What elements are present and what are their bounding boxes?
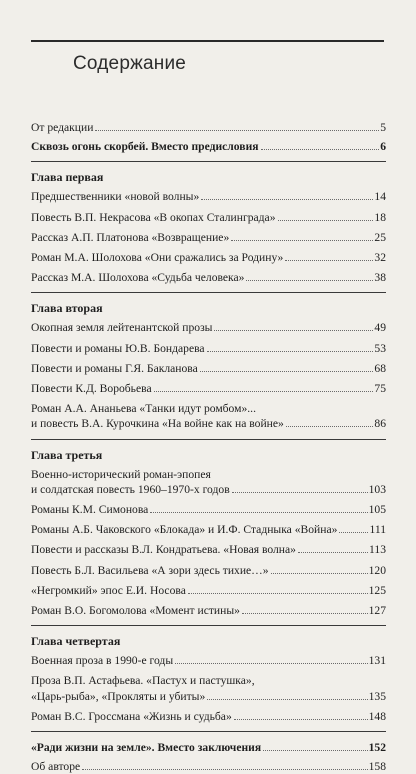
- toc-entry-title: Об авторе: [31, 760, 81, 774]
- top-rule: [31, 40, 384, 42]
- dot-leader: [286, 426, 374, 427]
- toc-entry: [31, 583, 386, 598]
- section-divider: [31, 161, 386, 162]
- toc-entry-multiline: [31, 673, 386, 703]
- toc-entry-title-line: Роман А.А. Ананьева «Танки идут ромбом»...: [31, 402, 256, 416]
- dot-leader: [150, 512, 367, 513]
- table-of-contents: [31, 120, 386, 774]
- toc-entry-page: 103: [368, 482, 386, 496]
- toc-entry: [31, 361, 386, 376]
- toc-entry-page: 14: [374, 190, 386, 204]
- toc-entry-page: 5: [380, 121, 386, 134]
- toc-entry-page: 125: [368, 583, 386, 597]
- toc-entry-title: Повести и романы Ю.В. Бондарева: [31, 341, 205, 355]
- toc-entry-title-line: Военно-исторический роман-эпопея: [31, 467, 211, 481]
- toc-entry: [31, 563, 386, 578]
- toc-entry-page: 131: [368, 654, 386, 668]
- toc-entry: [31, 653, 386, 668]
- dot-leader: [207, 351, 374, 352]
- toc-entry: [31, 482, 386, 497]
- toc-entry-title: Рассказ А.П. Платонова «Возвращение»: [31, 230, 230, 244]
- toc-entry-page: 68: [374, 361, 386, 375]
- dot-leader: [154, 391, 374, 392]
- toc-entry-title: Повести К.Д. Воробьева: [31, 382, 152, 396]
- toc-entry-title: Романы А.Б. Чаковского «Блокада» и И.Ф. Стадныка «Война»: [31, 523, 338, 537]
- dot-leader: [207, 699, 367, 700]
- toc-entry-page: 148: [368, 709, 386, 723]
- dot-leader: [339, 532, 368, 533]
- dot-leader: [261, 149, 380, 150]
- section-divider: [31, 625, 386, 626]
- toc-entry-page: 86: [374, 417, 386, 431]
- toc-entry: [31, 416, 386, 431]
- toc-entry: [31, 250, 386, 265]
- toc-entry-title: Роман М.А. Шолохова «Они сражались за Родину»: [31, 251, 284, 265]
- dot-leader: [271, 573, 368, 574]
- toc-entry-title: Повести и романы Г.Я. Бакланова: [31, 361, 198, 375]
- toc-entry: [31, 542, 386, 557]
- section-divider: [31, 439, 386, 440]
- toc-entry: [31, 689, 386, 704]
- toc-entry-title: Роман В.С. Гроссмана «Жизнь и судьба»: [31, 709, 232, 723]
- toc-entry-page: 38: [374, 271, 386, 285]
- dot-leader: [82, 769, 367, 770]
- dot-leader: [188, 593, 368, 594]
- chapter-heading: Глава третья: [31, 447, 103, 462]
- toc-entry: [31, 341, 386, 356]
- toc-entry-title: Сквозь огонь скорбей. Вместо предисловия: [31, 140, 259, 154]
- toc-entry-page: 127: [368, 604, 386, 618]
- dot-leader: [246, 280, 373, 281]
- chapter-heading: Глава первая: [31, 170, 104, 185]
- toc-entry: [31, 603, 386, 618]
- toc-entry-multiline: [31, 401, 386, 431]
- toc-entry-preface: [31, 139, 386, 154]
- toc-entry-title: «Ради жизни на земле». Вместо заключения: [31, 741, 262, 755]
- dot-leader: [200, 371, 374, 372]
- dot-leader: [234, 719, 368, 720]
- dot-leader: [278, 220, 374, 221]
- page-title: Содержание: [73, 53, 187, 74]
- toc-entry: [31, 709, 386, 724]
- toc-entry-multiline: [31, 467, 386, 497]
- toc-entry-about-author: [31, 759, 386, 774]
- toc-entry: [31, 230, 386, 245]
- toc-entry: [31, 320, 386, 335]
- toc-entry-page: 113: [369, 543, 386, 557]
- toc-entry-conclusion: [31, 740, 386, 755]
- toc-entry-title: Предшественники «новой волны»: [31, 190, 200, 204]
- section-divider: [31, 292, 386, 293]
- dot-leader: [231, 240, 373, 241]
- toc-entry-title: Повесть В.П. Некрасова «В окопах Сталинграда»: [31, 210, 276, 224]
- dot-leader: [242, 613, 368, 614]
- dot-leader: [298, 552, 368, 553]
- toc-entry-title: Романы К.М. Симонова: [31, 503, 149, 517]
- toc-entry: [31, 210, 386, 225]
- toc-entry-page: 18: [374, 210, 386, 224]
- toc-entry-title: Повести и рассказы В.Л. Кондратьева. «Новая волна»: [31, 543, 296, 557]
- toc-entry-page: 49: [374, 321, 386, 335]
- toc-entry-title: Рассказ М.А. Шолохова «Судьба человека»: [31, 271, 245, 285]
- dot-leader: [232, 492, 368, 493]
- toc-entry: [31, 189, 386, 204]
- toc-entry-title: Военная проза в 1990-е годы: [31, 654, 174, 668]
- toc-entry-page: 32: [374, 251, 386, 265]
- toc-entry-page: 135: [368, 689, 386, 703]
- toc-entry-title: и солдатская повесть 1960–1970-х годов: [31, 482, 230, 496]
- toc-entry-page: 152: [368, 741, 386, 755]
- toc-entry-page: 105: [368, 503, 386, 517]
- toc-entry-title: От редакции: [31, 121, 94, 134]
- dot-leader: [175, 663, 368, 664]
- dot-leader: [95, 130, 379, 131]
- toc-entry: [31, 502, 386, 517]
- toc-entry-title: «Негромкий» эпос Е.И. Носова: [31, 583, 186, 597]
- toc-entry-page: 120: [368, 563, 386, 577]
- toc-entry-title: «Царь-рыба», «Прокляты и убиты»: [31, 689, 206, 703]
- toc-entry-title: и повесть В.А. Курочкина «На войне как на войне»: [31, 417, 284, 431]
- dot-leader: [285, 260, 373, 261]
- dot-leader: [263, 750, 367, 751]
- chapter-heading: Глава четвертая: [31, 634, 121, 649]
- toc-entry: [31, 270, 386, 285]
- toc-entry-title: Роман В.О. Богомолова «Момент истины»: [31, 604, 240, 618]
- toc-entry-page: 53: [374, 341, 386, 355]
- section-divider: [31, 731, 386, 732]
- toc-entry-editorial: [31, 120, 386, 135]
- toc-entry-page: 6: [380, 140, 386, 154]
- toc-entry-page: 111: [369, 523, 386, 537]
- toc-entry-page: 158: [368, 760, 386, 774]
- toc-entry: [31, 381, 386, 396]
- toc-entry-page: 75: [374, 382, 386, 396]
- dot-leader: [201, 199, 373, 200]
- toc-entry: [31, 522, 386, 537]
- toc-entry-title: Повесть Б.Л. Васильева «А зори здесь тихие…»: [31, 563, 269, 577]
- dot-leader: [214, 330, 373, 331]
- toc-entry-title-line: Проза В.П. Астафьева. «Пастух и пастушка»,: [31, 674, 255, 688]
- toc-entry-title: Окопная земля лейтенантской прозы: [31, 321, 213, 335]
- chapter-heading: Глава вторая: [31, 301, 103, 316]
- toc-entry-page: 25: [374, 230, 386, 244]
